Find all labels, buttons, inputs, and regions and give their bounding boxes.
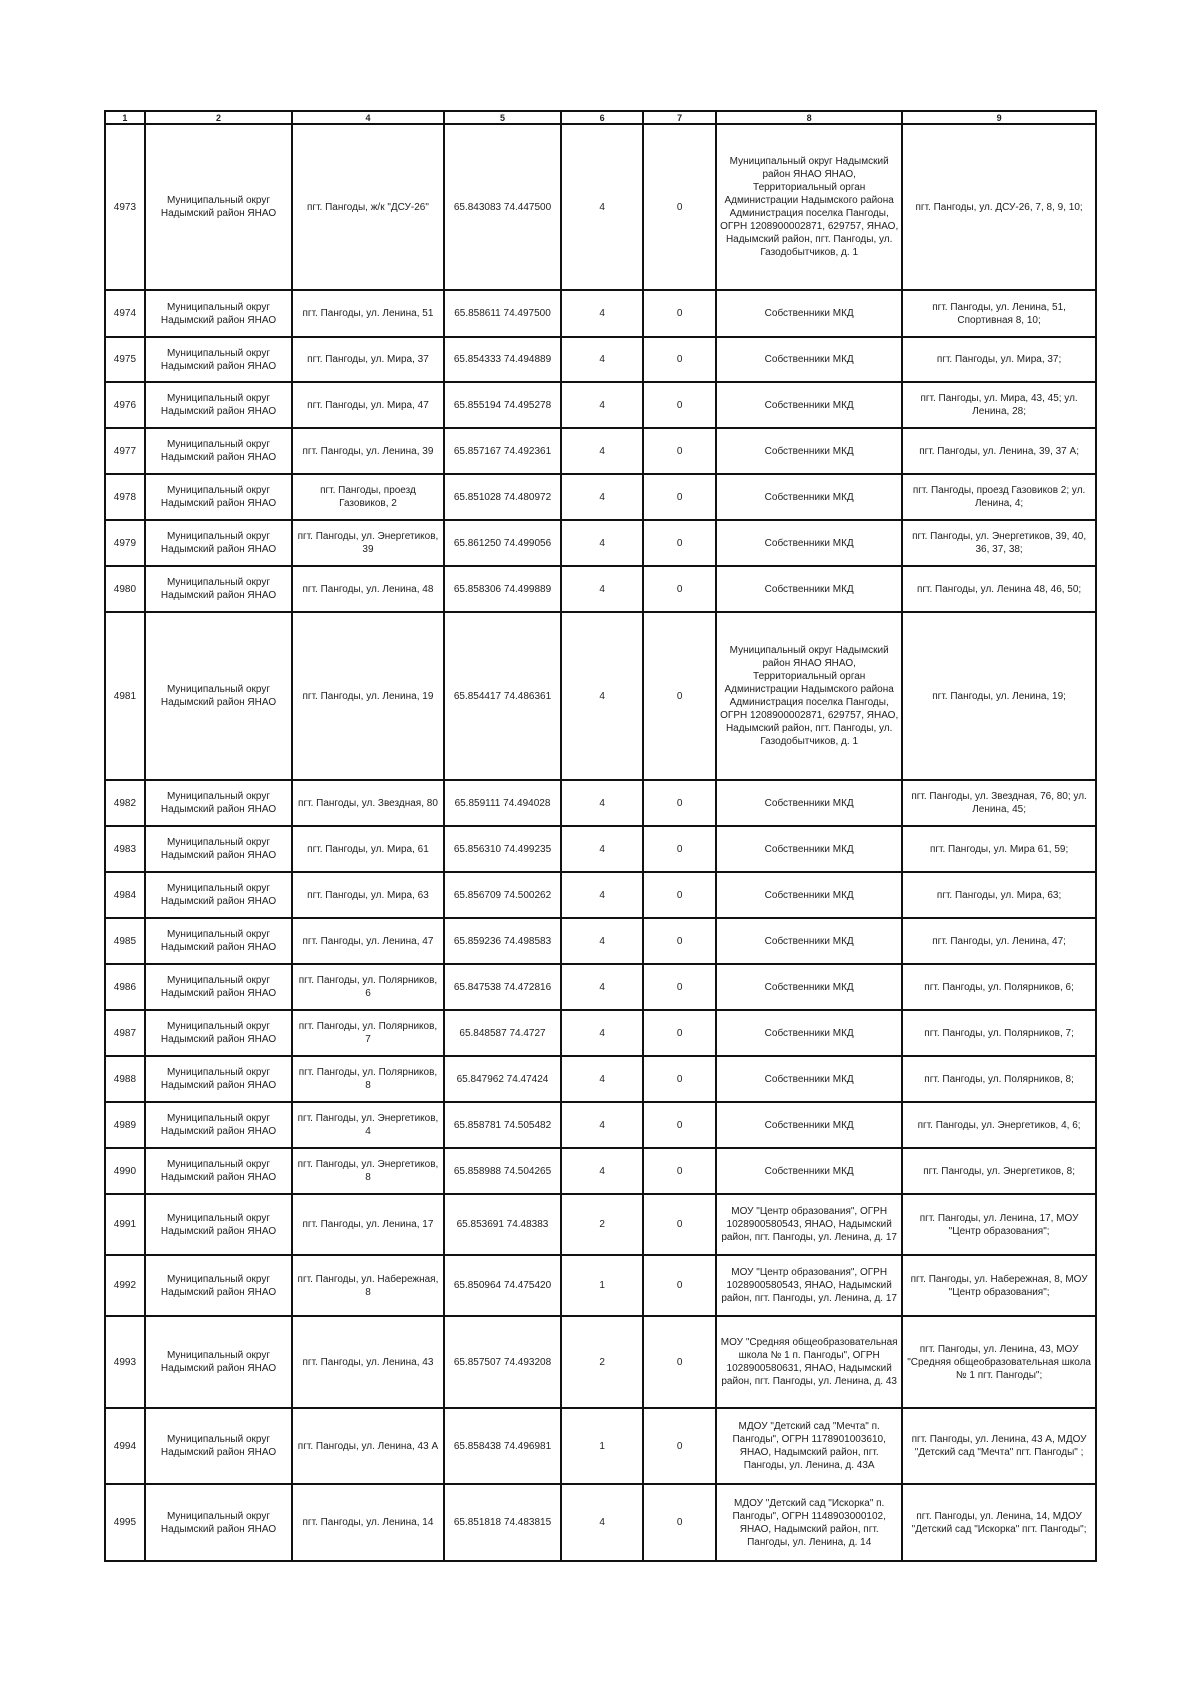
table-row	[105, 1102, 1096, 1148]
served-objects-cell: пгт. Пангоды, ул. Ленина, 19;	[902, 612, 1096, 780]
value-cell: 0	[643, 1408, 716, 1484]
column-header: 8	[716, 111, 902, 124]
count-cell: 2	[561, 1194, 643, 1255]
address-cell: пгт. Пангоды, ул. Мира, 47	[292, 382, 444, 428]
table-row	[105, 872, 1096, 918]
coordinates-cell: 65.851028 74.480972	[444, 474, 561, 520]
count-cell: 4	[561, 474, 643, 520]
count-cell: 4	[561, 382, 643, 428]
served-objects-cell: пгт. Пангоды, ул. Полярников, 6;	[902, 964, 1096, 1010]
served-objects-cell: пгт. Пангоды, ул. ДСУ-26, 7, 8, 9, 10;	[902, 124, 1096, 290]
value-cell: 0	[643, 474, 716, 520]
served-objects-cell: пгт. Пангоды, ул. Мира, 43, 45; ул. Ленина, 28;	[902, 382, 1096, 428]
address-cell: пгт. Пангоды, ул. Звездная, 80	[292, 780, 444, 826]
owner-cell: Собственники МКД	[716, 918, 902, 964]
table-row	[105, 520, 1096, 566]
municipality-cell: Муниципальный округ Надымский район ЯНАО	[145, 1056, 292, 1102]
count-cell: 1	[561, 1408, 643, 1484]
coordinates-cell: 65.857507 74.493208	[444, 1316, 561, 1408]
row-number-cell: 4987	[105, 1010, 145, 1056]
value-cell: 0	[643, 1102, 716, 1148]
row-number-cell: 4989	[105, 1102, 145, 1148]
column-header: 4	[292, 111, 444, 124]
municipality-cell: Муниципальный округ Надымский район ЯНАО	[145, 964, 292, 1010]
row-number-cell: 4979	[105, 520, 145, 566]
coordinates-cell: 65.851818 74.483815	[444, 1484, 561, 1561]
served-objects-cell: пгт. Пангоды, ул. Звездная, 76, 80; ул. Ленина, 45;	[902, 780, 1096, 826]
served-objects-cell: пгт. Пангоды, проезд Газовиков 2; ул. Ленина, 4;	[902, 474, 1096, 520]
served-objects-cell: пгт. Пангоды, ул. Полярников, 7;	[902, 1010, 1096, 1056]
address-cell: пгт. Пангоды, ул. Мира, 37	[292, 337, 444, 382]
row-number-cell: 4993	[105, 1316, 145, 1408]
row-number-cell: 4978	[105, 474, 145, 520]
owner-cell: МОУ "Центр образования", ОГРН 1028900580543, ЯНАО, Надымский район, пгт. Пангоды, ул. Ленина, д. 17	[716, 1255, 902, 1316]
count-cell: 4	[561, 1484, 643, 1561]
count-cell: 4	[561, 872, 643, 918]
coordinates-cell: 65.847962 74.47424	[444, 1056, 561, 1102]
served-objects-cell: пгт. Пангоды, ул. Энергетиков, 8;	[902, 1148, 1096, 1194]
table-row	[105, 1484, 1096, 1561]
owner-cell: Собственники МКД	[716, 428, 902, 474]
column-header: 6	[561, 111, 643, 124]
count-cell: 4	[561, 1102, 643, 1148]
row-number-cell: 4977	[105, 428, 145, 474]
value-cell: 0	[643, 1484, 716, 1561]
row-number-cell: 4974	[105, 290, 145, 337]
municipality-cell: Муниципальный округ Надымский район ЯНАО	[145, 124, 292, 290]
owner-cell: Собственники МКД	[716, 474, 902, 520]
table-row	[105, 124, 1096, 290]
served-objects-cell: пгт. Пангоды, ул. Ленина 48, 46, 50;	[902, 566, 1096, 612]
row-number-cell: 4986	[105, 964, 145, 1010]
owner-cell: МДОУ "Детский сад "Мечта" п. Пангоды", ОГРН 1178901003610, ЯНАО, Надымский район, пгт. Пангоды, ул. Ленина, д. 43А	[716, 1408, 902, 1484]
table-row	[105, 337, 1096, 382]
owner-cell: Собственники МКД	[716, 520, 902, 566]
value-cell: 0	[643, 964, 716, 1010]
column-header: 5	[444, 111, 561, 124]
table-row	[105, 382, 1096, 428]
table-row	[105, 290, 1096, 337]
value-cell: 0	[643, 1148, 716, 1194]
row-number-cell: 4983	[105, 826, 145, 872]
municipality-cell: Муниципальный округ Надымский район ЯНАО	[145, 1194, 292, 1255]
coordinates-cell: 65.857167 74.492361	[444, 428, 561, 474]
count-cell: 4	[561, 780, 643, 826]
table-row	[105, 964, 1096, 1010]
served-objects-cell: пгт. Пангоды, ул. Ленина, 14, МДОУ "Детский сад "Искорка" пгт. Пангоды";	[902, 1484, 1096, 1561]
served-objects-cell: пгт. Пангоды, ул. Ленина, 47;	[902, 918, 1096, 964]
owner-cell: МОУ "Центр образования", ОГРН 1028900580543, ЯНАО, Надымский район, пгт. Пангоды, ул. Ленина, д. 17	[716, 1194, 902, 1255]
value-cell: 0	[643, 1056, 716, 1102]
coordinates-cell: 65.858988 74.504265	[444, 1148, 561, 1194]
value-cell: 0	[643, 124, 716, 290]
owner-cell: Собственники МКД	[716, 337, 902, 382]
owner-cell: Собственники МКД	[716, 826, 902, 872]
header-row	[105, 111, 1096, 124]
row-number-cell: 4984	[105, 872, 145, 918]
owner-cell: Собственники МКД	[716, 964, 902, 1010]
address-cell: пгт. Пангоды, ул. Энергетиков, 39	[292, 520, 444, 566]
owner-cell: Собственники МКД	[716, 1010, 902, 1056]
served-objects-cell: пгт. Пангоды, ул. Энергетиков, 39, 40, 36, 37, 38;	[902, 520, 1096, 566]
row-number-cell: 4992	[105, 1255, 145, 1316]
owner-cell: Собственники МКД	[716, 566, 902, 612]
served-objects-cell: пгт. Пангоды, ул. Энергетиков, 4, 6;	[902, 1102, 1096, 1148]
address-cell: пгт. Пангоды, ул. Ленина, 47	[292, 918, 444, 964]
served-objects-cell: пгт. Пангоды, ул. Ленина, 43, МОУ "Средняя общеобразовательная школа № 1 пгт. Пангоды";	[902, 1316, 1096, 1408]
served-objects-cell: пгт. Пангоды, ул. Ленина, 51, Спортивная 8, 10;	[902, 290, 1096, 337]
address-cell: пгт. Пангоды, ул. Ленина, 51	[292, 290, 444, 337]
served-objects-cell: пгт. Пангоды, ул. Мира, 37;	[902, 337, 1096, 382]
municipality-cell: Муниципальный округ Надымский район ЯНАО	[145, 1010, 292, 1056]
count-cell: 4	[561, 826, 643, 872]
municipality-cell: Муниципальный округ Надымский район ЯНАО	[145, 474, 292, 520]
value-cell: 0	[643, 1255, 716, 1316]
owner-cell: Муниципальный округ Надымский район ЯНАО ЯНАО, Территориальный орган Администрации Надымского района Администрация поселка Пангоды, ОГРН 1208900002871, 629757, ЯНАО, Надымский район, пгт. Пангоды, ул. Газодобытчиков, д. 1	[716, 612, 902, 780]
row-number-cell: 4995	[105, 1484, 145, 1561]
municipality-cell: Муниципальный округ Надымский район ЯНАО	[145, 1102, 292, 1148]
value-cell: 0	[643, 566, 716, 612]
count-cell: 4	[561, 337, 643, 382]
count-cell: 4	[561, 428, 643, 474]
coordinates-cell: 65.859236 74.498583	[444, 918, 561, 964]
value-cell: 0	[643, 612, 716, 780]
coordinates-cell: 65.850964 74.475420	[444, 1255, 561, 1316]
column-header: 9	[902, 111, 1096, 124]
coordinates-cell: 65.861250 74.499056	[444, 520, 561, 566]
row-number-cell: 4982	[105, 780, 145, 826]
row-number-cell: 4981	[105, 612, 145, 780]
owner-cell: Собственники МКД	[716, 1056, 902, 1102]
address-cell: пгт. Пангоды, ул. Ленина, 43 А	[292, 1408, 444, 1484]
served-objects-cell: пгт. Пангоды, ул. Мира, 63;	[902, 872, 1096, 918]
coordinates-cell: 65.847538 74.472816	[444, 964, 561, 1010]
address-cell: пгт. Пангоды, ул. Ленина, 48	[292, 566, 444, 612]
address-cell: пгт. Пангоды, ул. Набережная, 8	[292, 1255, 444, 1316]
row-number-cell: 4973	[105, 124, 145, 290]
value-cell: 0	[643, 1316, 716, 1408]
municipality-cell: Муниципальный округ Надымский район ЯНАО	[145, 872, 292, 918]
count-cell: 4	[561, 1148, 643, 1194]
served-objects-cell: пгт. Пангоды, ул. Ленина, 17, МОУ "Центр образования";	[902, 1194, 1096, 1255]
address-cell: пгт. Пангоды, ул. Мира, 63	[292, 872, 444, 918]
row-number-cell: 4990	[105, 1148, 145, 1194]
value-cell: 0	[643, 1010, 716, 1056]
coordinates-cell: 65.858306 74.499889	[444, 566, 561, 612]
table-row	[105, 428, 1096, 474]
table-row	[105, 918, 1096, 964]
coordinates-cell: 65.859111 74.494028	[444, 780, 561, 826]
table-row	[105, 826, 1096, 872]
address-cell: пгт. Пангоды, ул. Полярников, 8	[292, 1056, 444, 1102]
count-cell: 4	[561, 918, 643, 964]
table-row	[105, 1010, 1096, 1056]
count-cell: 4	[561, 566, 643, 612]
address-cell: пгт. Пангоды, ул. Ленина, 17	[292, 1194, 444, 1255]
count-cell: 4	[561, 1010, 643, 1056]
column-header: 7	[643, 111, 716, 124]
municipality-cell: Муниципальный округ Надымский район ЯНАО	[145, 1255, 292, 1316]
table-row	[105, 566, 1096, 612]
served-objects-cell: пгт. Пангоды, ул. Набережная, 8, МОУ "Центр образования";	[902, 1255, 1096, 1316]
table-row	[105, 1148, 1096, 1194]
municipality-cell: Муниципальный округ Надымский район ЯНАО	[145, 918, 292, 964]
municipality-cell: Муниципальный округ Надымский район ЯНАО	[145, 780, 292, 826]
value-cell: 0	[643, 1194, 716, 1255]
row-number-cell: 4994	[105, 1408, 145, 1484]
address-cell: пгт. Пангоды, ул. Мира, 61	[292, 826, 444, 872]
row-number-cell: 4991	[105, 1194, 145, 1255]
value-cell: 0	[643, 872, 716, 918]
column-header: 2	[145, 111, 292, 124]
value-cell: 0	[643, 382, 716, 428]
count-cell: 4	[561, 612, 643, 780]
address-cell: пгт. Пангоды, проезд Газовиков, 2	[292, 474, 444, 520]
count-cell: 4	[561, 964, 643, 1010]
row-number-cell: 4975	[105, 337, 145, 382]
coordinates-cell: 65.856310 74.499235	[444, 826, 561, 872]
table-row	[105, 1316, 1096, 1408]
coordinates-cell: 65.854333 74.494889	[444, 337, 561, 382]
count-cell: 4	[561, 520, 643, 566]
count-cell: 4	[561, 290, 643, 337]
served-objects-cell: пгт. Пангоды, ул. Мира 61, 59;	[902, 826, 1096, 872]
address-cell: пгт. Пангоды, ж/к "ДСУ-26"	[292, 124, 444, 290]
coordinates-cell: 65.854417 74.486361	[444, 612, 561, 780]
address-cell: пгт. Пангоды, ул. Ленина, 19	[292, 612, 444, 780]
municipality-cell: Муниципальный округ Надымский район ЯНАО	[145, 428, 292, 474]
coordinates-cell: 65.858611 74.497500	[444, 290, 561, 337]
served-objects-cell: пгт. Пангоды, ул. Полярников, 8;	[902, 1056, 1096, 1102]
address-cell: пгт. Пангоды, ул. Энергетиков, 4	[292, 1102, 444, 1148]
address-cell: пгт. Пангоды, ул. Энергетиков, 8	[292, 1148, 444, 1194]
address-cell: пгт. Пангоды, ул. Полярников, 7	[292, 1010, 444, 1056]
owner-cell: Собственники МКД	[716, 1148, 902, 1194]
owner-cell: МДОУ "Детский сад "Искорка" п. Пангоды", ОГРН 1148903000102, ЯНАО, Надымский район, пгт. Пангоды, ул. Ленина, д. 14	[716, 1484, 902, 1561]
municipality-cell: Муниципальный округ Надымский район ЯНАО	[145, 1316, 292, 1408]
address-cell: пгт. Пангоды, ул. Ленина, 43	[292, 1316, 444, 1408]
count-cell: 1	[561, 1255, 643, 1316]
table-row	[105, 1255, 1096, 1316]
coordinates-cell: 65.858438 74.496981	[444, 1408, 561, 1484]
coordinates-cell: 65.843083 74.447500	[444, 124, 561, 290]
count-cell: 4	[561, 1056, 643, 1102]
owner-cell: МОУ "Средняя общеобразовательная школа № 1 п. Пангоды", ОГРН 1028900580631, ЯНАО, Надымский район, пгт. Пангоды, ул. Ленина, д. 43	[716, 1316, 902, 1408]
coordinates-cell: 65.858781 74.505482	[444, 1102, 561, 1148]
served-objects-cell: пгт. Пангоды, ул. Ленина, 39, 37 А;	[902, 428, 1096, 474]
municipality-cell: Муниципальный округ Надымский район ЯНАО	[145, 826, 292, 872]
registry-table	[104, 110, 1097, 1562]
value-cell: 0	[643, 826, 716, 872]
value-cell: 0	[643, 780, 716, 826]
value-cell: 0	[643, 337, 716, 382]
table-row	[105, 1194, 1096, 1255]
municipality-cell: Муниципальный округ Надымский район ЯНАО	[145, 520, 292, 566]
table-row	[105, 780, 1096, 826]
row-number-cell: 4988	[105, 1056, 145, 1102]
table-row	[105, 612, 1096, 780]
owner-cell: Собственники МКД	[716, 382, 902, 428]
municipality-cell: Муниципальный округ Надымский район ЯНАО	[145, 337, 292, 382]
address-cell: пгт. Пангоды, ул. Ленина, 39	[292, 428, 444, 474]
count-cell: 2	[561, 1316, 643, 1408]
municipality-cell: Муниципальный округ Надымский район ЯНАО	[145, 1148, 292, 1194]
municipality-cell: Муниципальный округ Надымский район ЯНАО	[145, 612, 292, 780]
row-number-cell: 4985	[105, 918, 145, 964]
address-cell: пгт. Пангоды, ул. Ленина, 14	[292, 1484, 444, 1561]
column-header: 1	[105, 111, 145, 124]
value-cell: 0	[643, 428, 716, 474]
table-row	[105, 474, 1096, 520]
owner-cell: Собственники МКД	[716, 780, 902, 826]
owner-cell: Собственники МКД	[716, 1102, 902, 1148]
coordinates-cell: 65.855194 74.495278	[444, 382, 561, 428]
coordinates-cell: 65.856709 74.500262	[444, 872, 561, 918]
value-cell: 0	[643, 520, 716, 566]
row-number-cell: 4976	[105, 382, 145, 428]
count-cell: 4	[561, 124, 643, 290]
municipality-cell: Муниципальный округ Надымский район ЯНАО	[145, 566, 292, 612]
served-objects-cell: пгт. Пангоды, ул. Ленина, 43 А, МДОУ "Детский сад "Мечта" пгт. Пангоды" ;	[902, 1408, 1096, 1484]
value-cell: 0	[643, 918, 716, 964]
municipality-cell: Муниципальный округ Надымский район ЯНАО	[145, 1484, 292, 1561]
municipality-cell: Муниципальный округ Надымский район ЯНАО	[145, 382, 292, 428]
table-row	[105, 1408, 1096, 1484]
value-cell: 0	[643, 290, 716, 337]
owner-cell: Собственники МКД	[716, 872, 902, 918]
coordinates-cell: 65.853691 74.48383	[444, 1194, 561, 1255]
municipality-cell: Муниципальный округ Надымский район ЯНАО	[145, 1408, 292, 1484]
table-row	[105, 1056, 1096, 1102]
municipality-cell: Муниципальный округ Надымский район ЯНАО	[145, 290, 292, 337]
owner-cell: Муниципальный округ Надымский район ЯНАО ЯНАО, Территориальный орган Администрации Надымского района Администрация поселка Пангоды, ОГРН 1208900002871, 629757, ЯНАО, Надымский район, пгт. Пангоды, ул. Газодобытчиков, д. 1	[716, 124, 902, 290]
address-cell: пгт. Пангоды, ул. Полярников, 6	[292, 964, 444, 1010]
owner-cell: Собственники МКД	[716, 290, 902, 337]
row-number-cell: 4980	[105, 566, 145, 612]
coordinates-cell: 65.848587 74.4727	[444, 1010, 561, 1056]
